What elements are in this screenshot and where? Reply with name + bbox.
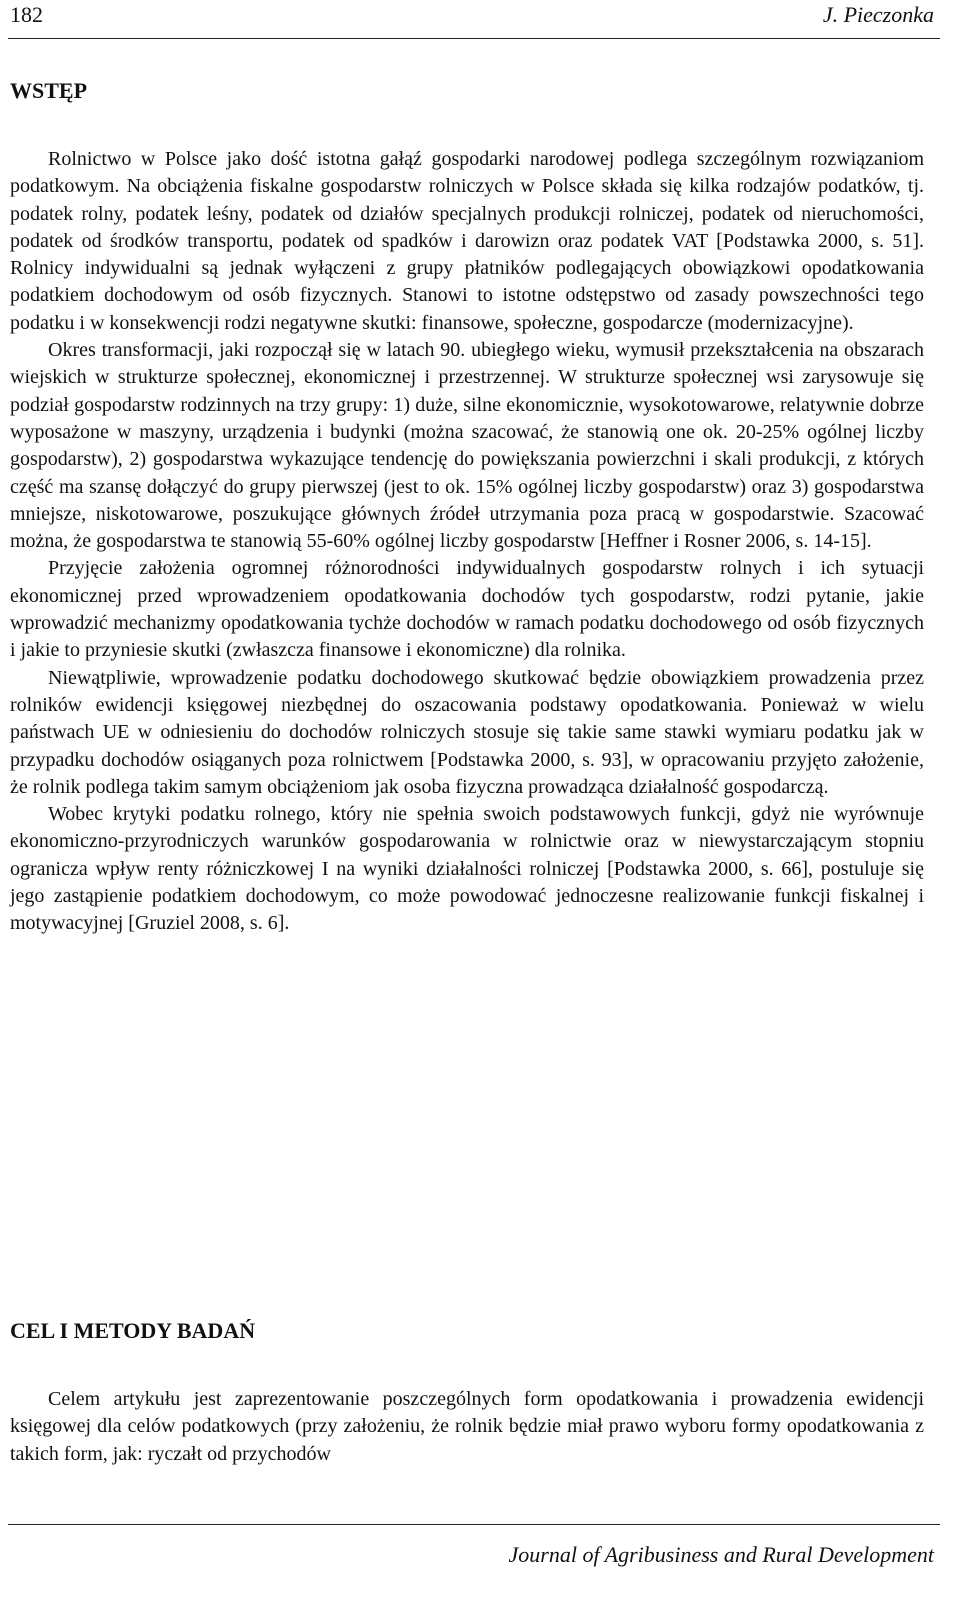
running-header — [10, 0, 934, 40]
paragraph: Niewątpliwie, wprowadzenie podatku dochodowego skutkować będzie obowiązkiem prowadzenia przez rolników ewidencji księgowej niezbędnej do oszacowania podstawy opodatkowania. Ponieważ w wielu państwach UE w odniesieniu do dochodów rolniczych stosuje się takie same stawki wymiaru podatku jak w przypadku dochodów osiąganych poza rolnictwem [Podstawka 2000, s. 93], w opracowaniu przyjęto założenie, że rolnik podlega takim samym obciążeniom jak osoba fizyczna prowadząca działalność gospodarczą. — [10, 666, 924, 798]
page-number: 182 — [10, 2, 43, 27]
section-heading-methods: CEL I METODY BADAŃ — [10, 1318, 256, 1343]
paragraph: Rolnictwo w Polsce jako dość istotna gałąź gospodarki narodowej podlega szczególnym rozwiązaniom podatkowym. Na obciążenia fiskalne gospodarstw rolniczych w Polsce składa się kilka rodzajów podatków, tj. podatek rolny, podatek leśny, podatek od działów specjalnych produkcji rolniczej, podatek od nieruchomości, podatek od środków transportu, podatek od spadków i darowizn oraz podatek VAT [Podstawka 2000, s. 51]. Rolnicy indywidualni są jednak wyłączeni z grupy płatników podlegających obowiązkowi opodatkowania podatkiem dochodowym od osób fizycznych. Stanowi to istotne odstępstwo od zasady powszechności tego podatku i w konsekwencji rodzi negatywne skutki: finansowe, społeczne, gospodarcze (modernizacyjne). — [10, 148, 924, 334]
header-divider — [8, 38, 940, 39]
running-author: J. Pieczonka — [822, 2, 934, 27]
paragraph: Okres transformacji, jaki rozpoczął się w latach 90. ubiegłego wieku, wymusił przekształcenia na obszarach wiejskich w strukturze społecznej, ekonomicznej i przestrzennej. W strukturze społecznej wsi zarysowuje się podział gospodarstw rodzinnych na trzy grupy: 1) duże, silne ekonomicznie, wysokotowarowe, relatywnie dobrze wyposażone w maszyny, urządzenia i budynki (można szacować, że stanowią one ok. 20-25% ogólnej liczby gospodarstw), 2) gospodarstwa wykazujące tendencję do powiększania powierzchni i skali produkcji, z których część ma szansę dołączyć do grupy pierwszej (jest to ok. 15% ogólnej liczby gospodarstw) oraz 3) gospodarstwa mniejsze, niskotowarowe, poszukujące głównych źródeł utrzymania poza pracą w gospodarstwie. Szacować można, że gospodarstwa te stanowią 55-60% ogólnej liczby gospodarstw [Heffner i Rosner 2006, s. 14-15]. — [10, 339, 924, 553]
journal-footer: Journal of Agribusiness and Rural Development — [508, 1542, 934, 1567]
paragraph: Wobec krytyki podatku rolnego, który nie spełnia swoich podstawowych funkcji, gdyż nie wyrównuje ekonomiczno-przyrodniczych warunków gospodarowania w rolnictwie oraz w niewystarczającym stopniu ogranicza wpływ renty różniczkowej I na wyniki działalności rolniczej [Podstawka 2000, s. 66], postuluje się jego zastąpienie podatkiem dochodowym, co może powodować jednoczesne realizowanie funkcji fiskalnej i motywacyjnej [Gruziel 2008, s. 6]. — [10, 803, 924, 935]
paragraph: Przyjęcie założenia ogromnej różnorodności indywidualnych gospodarstw rolnych i ich sytuacji ekonomicznej przed wprowadzeniem opodatkowania dochodów tych gospodarstw, rodzi pytanie, jakie wprowadzić mechanizmy opodatkowania tychże dochodów w ramach podatku dochodowego od osób fizycznych i jakie to przyniesie skutki (zwłaszcza finansowe i ekonomiczne) dla rolnika. — [10, 557, 924, 662]
paragraph: Celem artykułu jest zaprezentowanie poszczególnych form opodatkowania i prowadzenia ewidencji księgowej dla celów podatkowych (przy założeniu, że rolnik będzie miał prawo wyboru formy opodatkowania z takich form, jak: ryczałt od przychodów — [10, 1388, 924, 1465]
section-heading-intro: WSTĘP — [10, 78, 88, 103]
section-body-intro — [10, 146, 924, 938]
section-body-methods — [10, 1386, 924, 1468]
footer-divider — [8, 1524, 940, 1525]
